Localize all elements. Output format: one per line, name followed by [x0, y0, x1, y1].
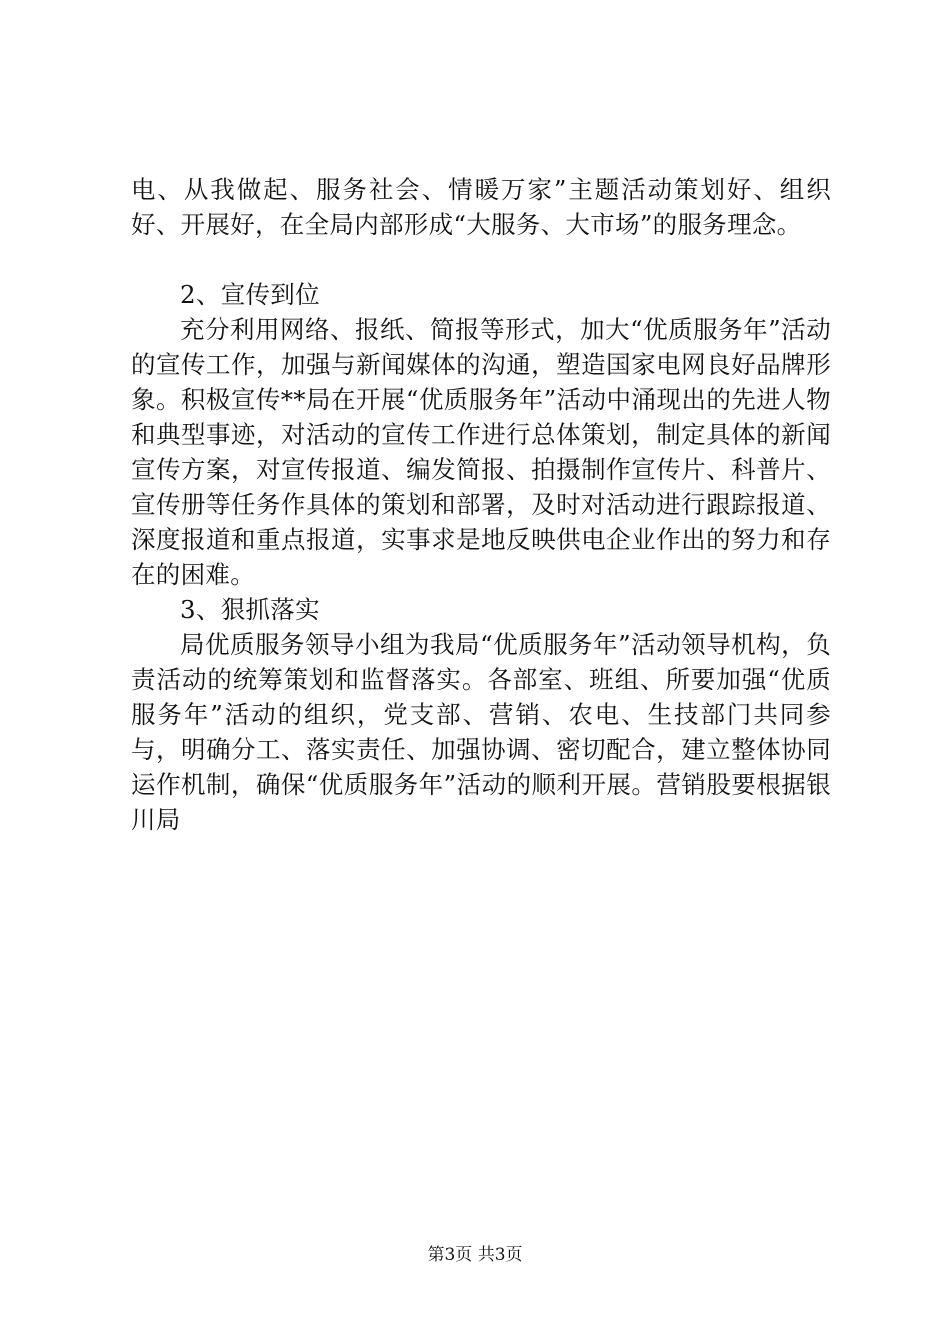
section-heading-implementation: 3、狠抓落实 — [180, 595, 320, 624]
paragraph-implementation: 局优质服务领导小组为我局“优质服务年”活动领导机构，负责活动的统筹策划和监督落实。各部室、班组、所要加强“优质服务年”活动的组织，党支部、营销、农电、生技部门共同参与，明确分工、落实责任、加强协调、密切配合，建立整体协同运作机制，确保“优质服务年”活动的顺利开展。营销股要根据银川局 — [131, 630, 832, 834]
document-body — [131, 172, 831, 837]
paragraph-gap — [131, 242, 831, 277]
page-footer: 第3页 共3页 — [427, 1245, 523, 1265]
section-heading-publicity: 2、宣传到位 — [180, 280, 320, 309]
paragraph-publicity: 充分利用网络、报纸、简报等形式，加大“优质服务年”活动的宣传工作，加强与新闻媒体的沟通，塑造国家电网良好品牌形象。积极宣传**局在开展“优质服务年”活动中涌现出的先进人物和典型事迹，对活动的宣传工作进行总体策划，制定具体的新闻宣传方案，对宣传报道、编发简报、拍摄制作宣传片、科普片、宣传册等任务作具体的策划和部署，及时对活动进行跟踪报道、深度报道和重点报道，实事求是地反映供电企业作出的努力和存在的困难。 — [131, 315, 831, 589]
paragraph-continuation: 电、从我做起、服务社会、情暖万家”主题活动策划好、组织好、开展好，在全局内部形成“大服务、大市场”的服务理念。 — [131, 175, 831, 239]
